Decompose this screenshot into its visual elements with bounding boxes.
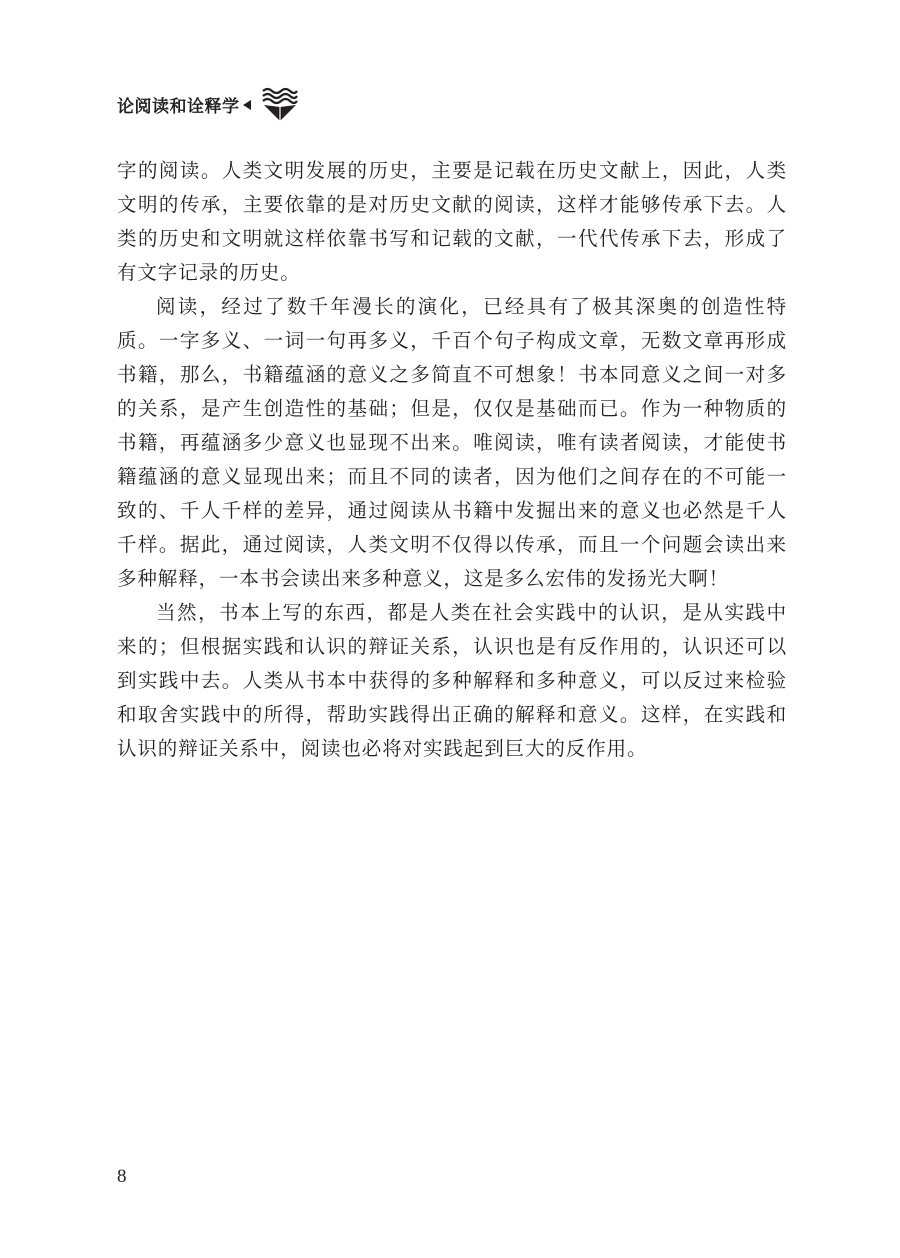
triangle-marker-icon [243, 100, 251, 110]
wave-book-emblem-icon [261, 85, 299, 123]
running-header [117, 84, 299, 124]
paragraph-2: 阅读，经过了数千年漫长的演化，已经具有了极其深奥的创造性特质。一字多义、一词一句再多义，千百个句子构成文章，无数文章再形成书籍，那么，书籍蕴涵的意义之多简直不可想象！书本同意义之间一对多的关系，是产生创造性的基础；但是，仅仅是基础而已。作为一种物质的书籍，再蕴涵多少意义也显现不出来。唯阅读，唯有读者阅读，才能使书籍蕴涵的意义显现出来；而且不同的读者，因为他们之间存在的不可能一致的、千人千样的差异，通过阅读从书籍中发掘出来的意义也必然是千人千样。据此，通过阅读，人类文明不仅得以传承，而且一个问题会读出来多种解释，一本书会读出来多种意义，这是多么宏伟的发扬光大啊！ [117, 295, 787, 590]
page-number: 8 [117, 1166, 127, 1187]
body-text [117, 154, 787, 766]
header-title: 论阅读和诠释学 [117, 96, 240, 117]
paragraph-3: 当然，书本上写的东西，都是人类在社会实践中的认识，是从实践中来的；但根据实践和认识的辩证关系，认识也是有反作用的，认识还可以到实践中去。人类从书本中获得的多种解释和多种意义，可以反过来检验和取舍实践中的所得，帮助实践得出正确的解释和意义。这样，在实践和认识的辩证关系中，阅读也必将对实践起到巨大的反作用。 [117, 601, 787, 760]
paragraph-1: 字的阅读。人类文明发展的历史，主要是记载在历史文献上，因此，人类文明的传承，主要依靠的是对历史文献的阅读，这样才能够传承下去。人类的历史和文明就这样依靠书写和记载的文献，一代代传承下去，形成了有文字记录的历史。 [117, 159, 787, 284]
